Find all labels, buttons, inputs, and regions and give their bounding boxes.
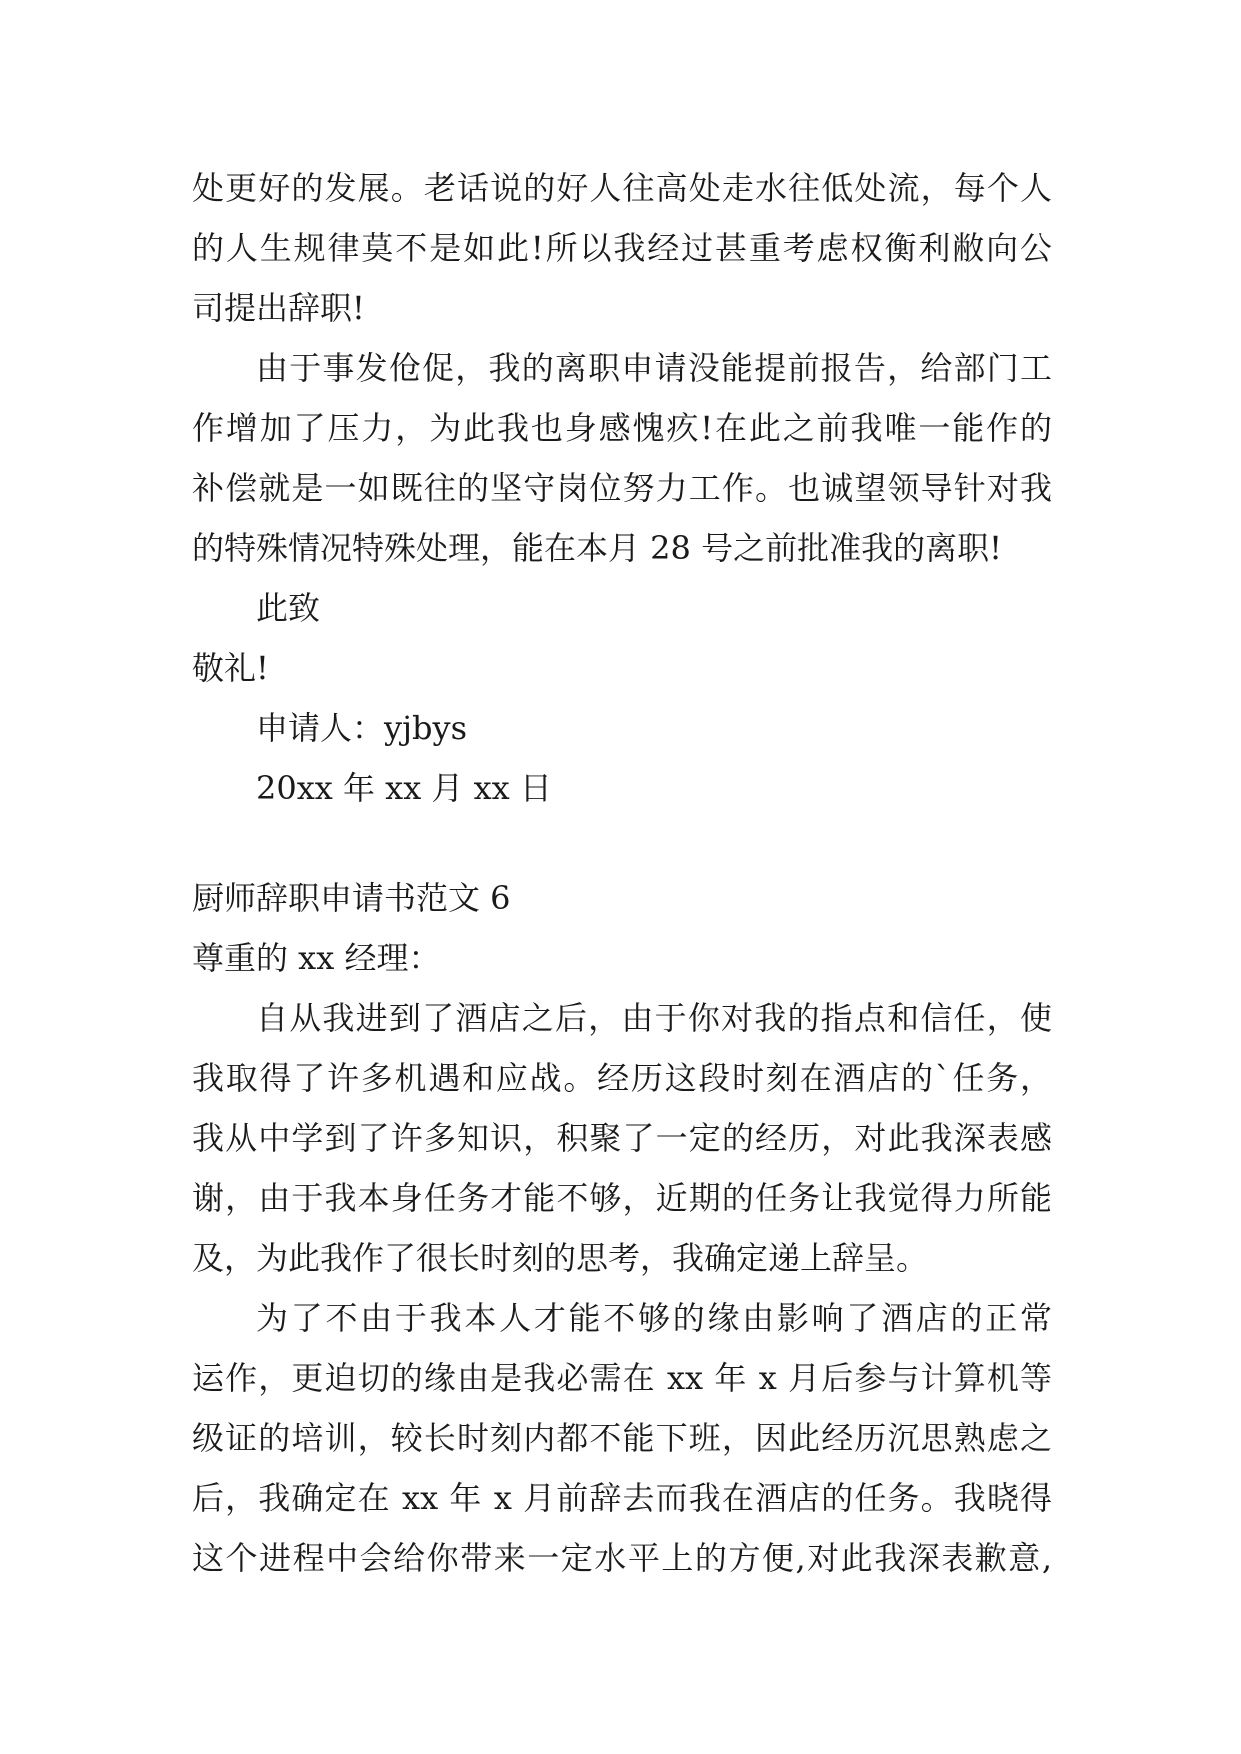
paragraph-line: 这个进程中会给你带来一定水平上的方便,对此我深表歉意,	[192, 1539, 1052, 1577]
signature: 申请人：yjbys	[256, 709, 467, 747]
date: 20xx 年 xx 月 xx 日	[256, 769, 552, 807]
paragraph-line: 自从我进到了酒店之后，由于你对我的指点和信任，使	[256, 999, 1052, 1037]
paragraph-line: 补偿就是一如既往的坚守岗位努力工作。也诚望领导针对我	[192, 469, 1052, 507]
salutation: 尊重的 xx 经理：	[192, 939, 441, 977]
paragraph-line: 由于事发伧促，我的离职申请没能提前报告，给部门工	[256, 349, 1052, 387]
paragraph-line: 及，为此我作了很长时刻的思考，我确定递上辞呈。	[192, 1239, 929, 1277]
closing-line: 此致	[256, 589, 321, 627]
paragraph-line: 处更好的发展。老话说的好人往高处走水往低处流，每个人	[192, 169, 1052, 207]
paragraph-line: 作增加了压力，为此我也身感愧疚!在此之前我唯一能作的	[192, 409, 1052, 447]
section-title: 厨师辞职申请书范文 6	[192, 879, 511, 917]
paragraph-line: 的特殊情况特殊处理，能在本月 28 号之前批准我的离职!	[192, 529, 1002, 567]
paragraph-line: 后，我确定在 xx 年 x 月前辞去而我在酒店的任务。我晓得	[192, 1479, 1052, 1517]
paragraph-line: 司提出辞职!	[192, 289, 365, 327]
paragraph-line: 谢，由于我本身任务才能不够，近期的任务让我觉得力所能	[192, 1179, 1052, 1217]
closing-salute: 敬礼!	[192, 649, 269, 687]
paragraph-line: 运作，更迫切的缘由是我必需在 xx 年 x 月后参与计算机等	[192, 1359, 1052, 1397]
paragraph-line: 我从中学到了许多知识，积聚了一定的经历，对此我深表感	[192, 1119, 1052, 1157]
paragraph-line: 级证的培训，较长时刻内都不能下班，因此经历沉思熟虑之	[192, 1419, 1052, 1457]
paragraph-line: 为了不由于我本人才能不够的缘由影响了酒店的正常	[256, 1299, 1052, 1337]
paragraph-line: 的人生规律莫不是如此!所以我经过甚重考虑权衡利敝向公	[192, 229, 1052, 267]
paragraph-line: 我取得了许多机遇和应战。经历这段时刻在酒店的`任务，	[192, 1059, 1052, 1097]
